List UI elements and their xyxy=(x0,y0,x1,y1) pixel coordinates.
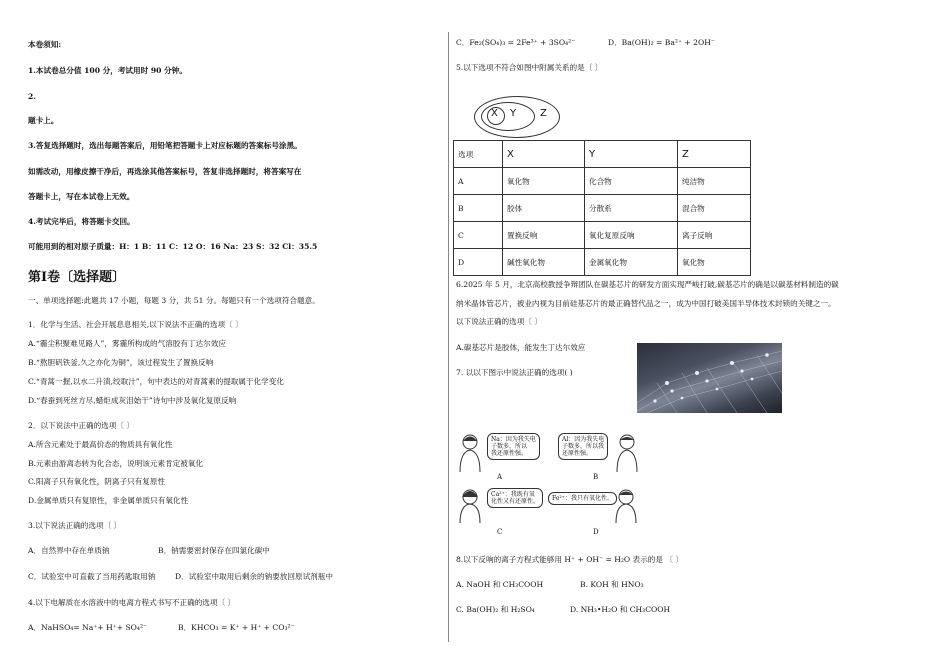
table-cell: 纯洁物 xyxy=(678,168,751,195)
q3-option-c: C．试验室中可直截了当用药匙取用钠 xyxy=(28,572,156,581)
atomic-mass-line: 可能用到的相对原子质量：H：1 B：11 C：12 O：16 Na：23 S：32 Cl：35.5 xyxy=(28,242,318,251)
q2-option-d: D.金属单质只有复原性，非金属单质只有氧化性 xyxy=(28,496,189,505)
table-cell: B xyxy=(454,195,503,222)
q5-table xyxy=(453,140,751,276)
q4-stem: 4.以下电解质在水溶液中的电离方程式书写不正确的选项〔 〕 xyxy=(28,598,236,607)
q7-stem: 7. 以以下图示中说法正确的选项( ) xyxy=(456,368,573,377)
notice-line: 1.本试卷总分值 100 分，考试用时 90 分钟。 xyxy=(28,66,187,75)
q3-stem: 3.以下说法正确的选项〔 〕 xyxy=(28,521,122,530)
person-icon xyxy=(611,432,643,472)
notice-line: 2. xyxy=(28,92,36,101)
table-cell: A xyxy=(454,168,503,195)
carbon-chip-photo xyxy=(637,343,782,413)
q6-line: 6.2025 年 5 月，北京高校教授争辩团队在碳基芯片的研发方面实现严峻打破,碳基芯片的确是以碳基材料制造的碳 xyxy=(456,280,839,289)
section-title: 第Ⅰ卷〔选择题〕 xyxy=(28,270,126,285)
q5-stem: 5.以下选项不符合如图中附属关系的是〔 〕 xyxy=(456,63,603,72)
q2-option-b: B.元素由游离态转为化合态，说明该元素肯定被氧化 xyxy=(28,459,204,468)
notice-line: 题卡上。 xyxy=(28,116,59,125)
q1-option-c: C.“青蒿一握,以水二升渍,绞取汁”，句中表达的对青蒿素的提取属于化学变化 xyxy=(28,377,284,386)
q4-option-a: A．NaHSO₄= Na⁺+ H⁺+ SO₄²⁻ xyxy=(28,623,148,632)
q8-option-d: D. NH₃•H₂O 和 CH₃COOH xyxy=(570,605,671,614)
option-label: B xyxy=(593,473,599,481)
q8-option-b: B. KOH 和 HNO₃ xyxy=(580,580,644,589)
notice-line: 答题卡上，写在本试卷上无效。 xyxy=(28,192,135,201)
q2-stem: 2．以下说法中正确的选项〔 〕 xyxy=(28,421,134,430)
person-icon xyxy=(456,432,488,472)
table-cell: 氧化物 xyxy=(678,249,751,276)
person-icon xyxy=(610,487,642,523)
option-label: A xyxy=(497,473,503,481)
q4-option-c: C．Fe₂(SO₄)₃ = 2Fe³⁺ + 3SO₄²⁻ xyxy=(456,38,576,47)
speech-bubble-b: Al：因为我失电 子数多，所以我 还原性强。 xyxy=(558,433,608,460)
venn-y-label: Y xyxy=(510,108,517,119)
venn-diagram xyxy=(474,96,560,138)
q1-option-b: B.“熬胆矾铁釜,久之亦化为铜”，该过程发生了置换反响 xyxy=(28,358,214,367)
notice-line: 4.考试完毕后，将答题卡交回。 xyxy=(28,217,135,226)
table-cell: C xyxy=(454,222,503,249)
q3-option-d: D．试验室中取用后剩余的钠要放回原试剂瓶中 xyxy=(175,572,333,581)
q1-option-d: D.“春蚕到死丝方尽,蜡炬成灰泪始干”诗句中涉及氧化复原反响 xyxy=(28,396,237,405)
table-cell: 氧化复原反响 xyxy=(585,222,678,249)
table-cell: 混合物 xyxy=(678,195,751,222)
notice-line: 3.答复选择题时，选出每题答案后，用铅笔把答题卡上对应标题的答案标号涂黑。 xyxy=(28,141,302,150)
table-cell: Y xyxy=(585,141,678,168)
q6-line: 以下说法正确的选项〔 〕 xyxy=(456,317,542,326)
option-label: C xyxy=(497,528,503,536)
q1-stem: 1．化学与生活、社会开展息息相关,以下说法不正确的选项〔 〕 xyxy=(28,320,243,329)
table-row xyxy=(454,141,751,168)
table-cell: 分散系 xyxy=(585,195,678,222)
nanotube-lattice-icon xyxy=(637,343,782,413)
speech-bubble-c: Ca²⁺：我既有氧 化性又有还原性。 xyxy=(487,488,543,508)
table-cell: 胶体 xyxy=(503,195,585,222)
table-row xyxy=(454,222,751,249)
table-cell: 金属氧化物 xyxy=(585,249,678,276)
table-cell: 氧化物 xyxy=(503,168,585,195)
table-row xyxy=(454,249,751,276)
q3-option-b: B．钠需要密封保存在四氯化碳中 xyxy=(158,546,270,555)
table-cell: D xyxy=(454,249,503,276)
q2-option-c: C.阳离子只有氧化性，阴离子只有复原性 xyxy=(28,477,166,486)
q4-option-d: D．Ba(OH)₂ = Ba²⁺ + 2OH⁻ xyxy=(608,38,715,47)
person-icon xyxy=(456,487,488,523)
table-cell: X xyxy=(503,141,585,168)
speech-bubble-d: Fe²⁺：我只有氧化性。 xyxy=(548,492,617,505)
table-row xyxy=(454,168,751,195)
table-cell: 化合物 xyxy=(585,168,678,195)
q8-option-a: A. NaOH 和 CH₃COOH xyxy=(456,580,544,589)
q1-option-a: A.“霾尘积聚难见路人”，雾霾所构成的气溶胶有丁达尔效应 xyxy=(28,339,226,348)
q4-option-b: B．KHCO₃ = K⁺ + H⁺ + CO₃²⁻ xyxy=(178,623,295,632)
column-divider xyxy=(448,32,449,642)
notice-line: 如需改动，用橡皮擦干净后，再选涂其他答案标号，答复非选择题时，将答案写在 xyxy=(28,167,302,176)
q8-option-c: C. Ba(OH)₂ 和 H₂SO₄ xyxy=(456,605,535,614)
notice-title: 本卷须知: xyxy=(28,40,62,49)
table-cell: 离子反响 xyxy=(678,222,751,249)
speech-bubble-a: Na：因为我失电 子数多，所以 我还原性强。 xyxy=(487,433,540,460)
q2-option-a: A.所含元素处于最高价态的物质具有氧化性 xyxy=(28,440,173,449)
venn-x-label: X xyxy=(491,108,498,119)
table-cell: 置换反响 xyxy=(503,222,585,249)
table-cell: Z xyxy=(678,141,751,168)
option-label: D xyxy=(593,528,599,536)
table-cell: 选项 xyxy=(454,141,503,168)
table-cell: 碱性氧化物 xyxy=(503,249,585,276)
section-intro: 一、单项选择题:此题共 17 小题，每题 3 分，共 51 分。每题只有一个选项符合题意。 xyxy=(28,296,320,305)
venn-z-label: Z xyxy=(540,108,547,119)
table-row xyxy=(454,195,751,222)
q8-stem: 8.以下反响的离子方程式能够用 H⁺ + OH⁻ = H₂O 表示的是 〔 〕 xyxy=(456,555,683,564)
q6-line: 纳米晶体管芯片，被业内视为目前硅基芯片的最正确替代品之一，成为中国打破美国半导体技术封锁的关键之一。 xyxy=(456,299,836,308)
q3-option-a: A．自然界中存在单质钠 xyxy=(28,546,110,555)
q6-option-a: A.碳基芯片是胶体，能发生丁达尔效应 xyxy=(456,343,586,352)
